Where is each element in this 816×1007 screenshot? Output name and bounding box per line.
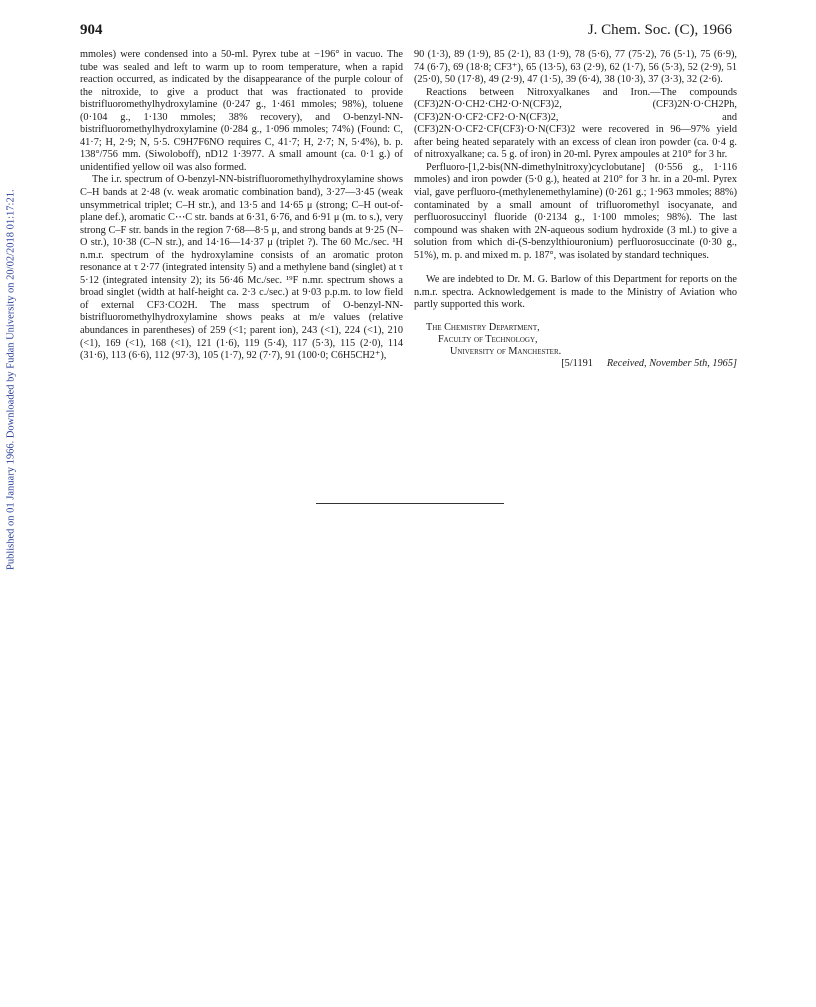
publication-watermark: Published on 01 January 1966. Downloaded by Fudan University on 20/02/2018 01:17:21. bbox=[5, 189, 17, 571]
page-number: 904 bbox=[80, 22, 103, 38]
right-column bbox=[414, 49, 737, 370]
mass-spectrum-continuation: 90 (1·3), 89 (1·9), 85 (2·1), 83 (1·9), 78 (5·6), 77 (75·2), 76 (5·1), 75 (6·9), 74 (6·7), 69 (18·8; CF3⁺), 65 (13·5), 63 (2·9), 62 (1·7), 56 (5·3), 52 (2·9), 51 (25·0), 50 (17·8), 49 (2·9), 47 (1·5), 39 (6·4), 38 (10·3), 37 (3·3), 32 (2·6). bbox=[414, 49, 737, 86]
received-line bbox=[414, 358, 737, 371]
manuscript-reference: [5/1191 bbox=[561, 357, 593, 369]
spectra-paragraph: The i.r. spectrum of O-benzyl-NN-bistrifluoromethylhydroxylamine shows C–H bands at 2·48 (v. weak aromatic combination band), 3·27—3·45 (weak unsymmetrical triplet; C–H str.), and 13·5 and 14·65 μ (strong; C–H out-of-plane def.), aromatic C⋯C str. bands at 6·31, 6·76, and 6·91 μ (m. to s.), very strong C–F str. bands in the region 7·68—8·5 μ, and strong bands at 9·25 (N–O str.), 10·38 (C–N str.), and 14·16—14·37 μ (triplet ?). The 60 Mc./sec. ¹H n.m.r. spectrum of the hydroxylamine consists of an aromatic proton resonance at τ 2·77 (integrated intensity 5) and a methylene band (singlet) at τ 5·12 (integrated intensity 2); its 56·46 Mc./sec. ¹⁹F n.mr. spectrum shows a broad singlet (width at half-height ca. 2·3 c./sec.) at 9·03 p.p.m. to low field of external CF3·CO2H. The mass spectrum of O-benzyl-NN-bistrifluoromethylhydroxylamine shows peaks at m/e values (relative abundances in parentheses) of 259 (<1; parent ion), 243 (<1), 224 (<1), 210 (<1), 169 (<1), 168 (<1), 121 (1·6), 119 (5·4), 117 (5·3), 115 (2·0), 114 (31·6), 113 (6·6), 112 (97·3), 105 (1·7), 92 (7·7), 91 (100·0; C6H5CH2⁺), bbox=[80, 174, 403, 362]
affiliation-department: The Chemistry Department, bbox=[426, 321, 540, 333]
end-rule bbox=[316, 503, 504, 504]
iron-reactions-paragraph: Reactions between Nitroxyalkanes and Iron.—The compounds (CF3)2N·O·CH2·CH2·O·N(CF3)2, (CF3)2N·O·CH2Ph, (CF3)2N·O·CF2·CF2·O·N(CF3)2, and (CF3)2N·O·CF2·CF(CF3)·O·N(CF3)2 were recovered in 96—97% yield after being heated separately with an excess of clean iron powder (ca. 0·4 g. of nitroxyalkane; ca. 5 g. of iron) in 20-ml. Pyrex ampoules at 210° for 3 hr. bbox=[414, 86, 737, 161]
affiliation-faculty: Faculty of Technology, bbox=[438, 333, 538, 345]
journal-running-head: J. Chem. Soc. (C), 1966 bbox=[587, 22, 732, 38]
acknowledgement-paragraph: We are indebted to Dr. M. G. Barlow of this Department for reports on the n.m.r. spectra. Acknowledgement is made to the Ministry of Aviation who partly supported this work. bbox=[414, 274, 737, 311]
left-column bbox=[80, 49, 403, 363]
experimental-paragraph: mmoles) were condensed into a 50-ml. Pyrex tube at −196° in vacuo. The tube was sealed and left to warm up to room temperature, when a rapid reaction occurred, as indicated by the disappearance of the purple colour of the nitroxide, to give a product that was fractionated to provide bistrifluoromethylhydroxylamine (0·247 g., 1·461 mmoles; 98%), toluene (0·104 g., 1·130 mmoles; 38% recovery), and O-benzyl-NN-bistrifluoromethylhydroxylamine (0·284 g., 1·096 mmoles; 74%) (Found: C, 41·7; H, 2·9; N, 5·5. C9H7F6NO requires C, 41·7; H, 2·7; N, 5·4%), b. p. 138°/756 mm. (Siwoloboff), nD12 1·3977. A small amount (ca. 0·1 g.) of unidentified yellow oil was also formed. bbox=[80, 49, 403, 173]
affiliation-university: University of Manchester. bbox=[450, 345, 562, 357]
received-date: Received, November 5th, 1965] bbox=[606, 357, 737, 369]
cyclobutane-paragraph: Perfluoro-[1,2-bis(NN-dimethylnitroxy)cyclobutane] (0·556 g., 1·116 mmoles) and iron powder (5·0 g.), heated at 210° for 3 hr. in a 20-ml. Pyrex vial, gave perfluoro-(methylenemethylamine) (0·261 g.; 1·963 mmoles; 88%) contaminated by a small amount of trifluoromethyl isocyanate, and perfluorosuccinyl fluoride (0·2134 g., 1·100 mmoles; 98%). The last compound was shaken with 2N-aqueous sodium hydroxide (3 ml.) to give a solution from which di-(S-benzylthiouronium) perfluorosuccinate (0·30 g., 51%), m. p. and mixed m. p. 187°, was isolated by standard techniques. bbox=[414, 161, 737, 261]
